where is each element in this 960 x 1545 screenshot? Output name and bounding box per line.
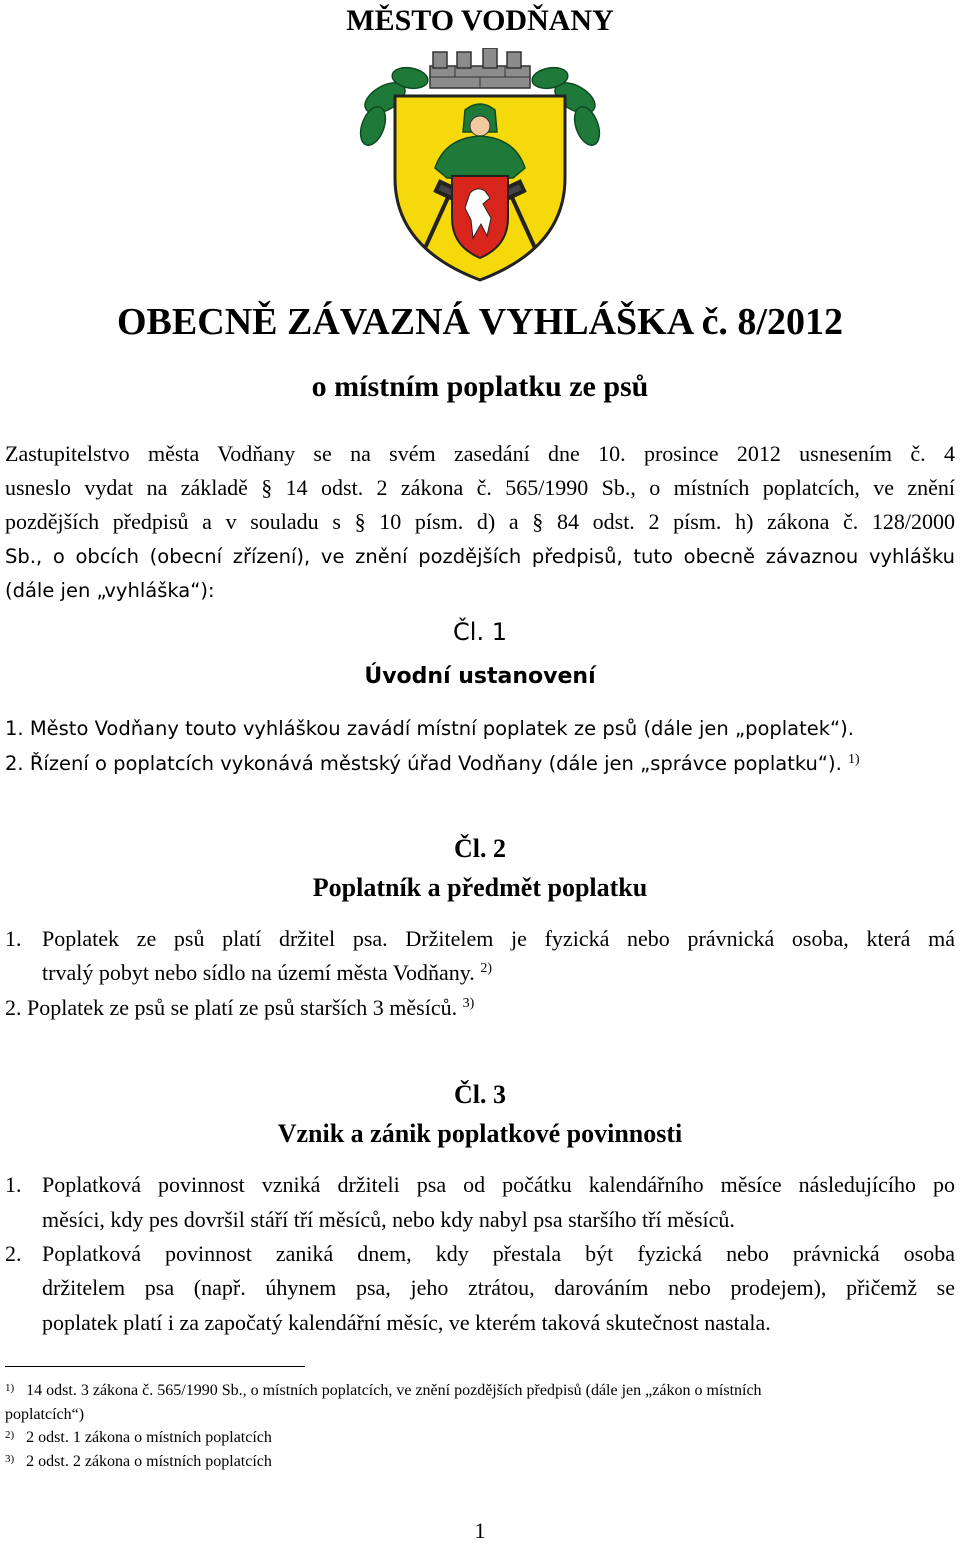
item-text-cont: trvalý pobyt nebo sídlo na území města Vodňany. (42, 960, 475, 985)
section-symbol: § (354, 509, 366, 534)
article-number: Čl. 2 (454, 834, 506, 863)
item-text: Poplatková povinnost vzniká držiteli psa od počátku kalendářního měsíce následujícího po (42, 1172, 955, 1197)
footnote-divider (5, 1366, 305, 1367)
item-text: Poplatek ze psů platí držitel psa. Držitelem je fyzická nebo právnická osoba, která má (42, 926, 955, 951)
coat-of-arms-emblem (355, 48, 605, 286)
list-item (5, 712, 955, 746)
footnote-ref: 2) (480, 961, 492, 976)
item-text: poplatek platí i za započatý kalendářní měsíc, ve kterém taková skutečnost nastala. (42, 1310, 771, 1335)
intro-line: Sb., o obcích (obecní zřízení), ve znění pozdějších předpisů, tuto obecně závaznou vyhlášku (5, 545, 955, 568)
item-number: 1. (5, 717, 24, 740)
footnote-cont: poplatcích“) (5, 1406, 85, 1423)
list-item (5, 991, 955, 1025)
item-text: Řízení o poplatcích vykonává městský úřad Vodňany (dále jen „správce poplatku“). (29, 752, 842, 775)
footnote-text: 2 odst. 2 zákona o místních poplatcích (26, 1453, 272, 1470)
item-text: Poplatek ze psů se platí ze psů starších 3 měsíců. (27, 995, 458, 1020)
page-number: 1 (474, 1518, 486, 1543)
footnote-mark: 1) (5, 1382, 15, 1394)
document-title: OBECNĚ ZÁVAZNÁ VYHLÁŠKA č. 8/2012 (117, 301, 843, 343)
article-heading: Úvodní ustanovení (364, 664, 596, 689)
item-number: 2. (5, 1241, 22, 1266)
footnote (5, 1427, 955, 1449)
item-number: 1. (5, 926, 22, 951)
item-text: Město Vodňany touto vyhláškou zavádí místní poplatek ze psů (dále jen „poplatek“). (29, 717, 854, 740)
intro-text: usneslo vydat na základě (5, 475, 248, 500)
section-symbol: § (261, 475, 273, 500)
footnote (5, 1451, 955, 1473)
article-number: Čl. 3 (454, 1080, 506, 1109)
footnote (5, 1380, 955, 1402)
document-subtitle: o místním poplatku ze psů (311, 370, 649, 403)
item-number: 2. (5, 752, 24, 775)
footnote-mark: 2) (5, 1429, 15, 1441)
item-text: Poplatková povinnost zaniká dnem, kdy přestala být fyzická nebo právnická osoba (42, 1241, 955, 1266)
article-heading: Poplatník a předmět poplatku (312, 873, 648, 902)
footnote-text: 14 odst. 3 zákona č. 565/1990 Sb., o místních poplatcích, ve znění pozdějších předpisů (dále jen „zákon o místních (26, 1382, 762, 1399)
intro-line: Zastupitelstvo města Vodňany se na svém zasedání dne 10. prosince 2012 usnesením č. 4 (5, 441, 955, 466)
article-heading: Vznik a zánik poplatkové povinnosti (277, 1119, 683, 1148)
item-text (42, 956, 955, 990)
intro-line: (dále jen „vyhláška“): (5, 579, 215, 602)
item-number: 1. (5, 1172, 22, 1197)
intro-line (5, 505, 955, 539)
footnote-ref: 3) (462, 996, 475, 1011)
intro-text: 14 odst. 2 zákona č. 565/1990 Sb., o místních poplatcích, ve znění (285, 475, 956, 500)
article-number: Čl. 1 (453, 618, 507, 646)
item-text: měsíci, kdy pes dovršil stáří tří měsíců, nebo kdy nabyl psa staršího tří měsíců. (42, 1207, 735, 1232)
section-symbol: § (532, 509, 544, 534)
list-item (5, 747, 955, 781)
footnote-ref: 1) (848, 752, 860, 767)
town-name: MĚSTO VODŇANY (346, 4, 614, 37)
item-text: držitelem psa (např. úhynem psa, jeho ztrátou, darováním nebo prodejem), přičemž se (42, 1275, 955, 1300)
item-number: 2. (5, 995, 22, 1020)
intro-text: 10 písm. d) a (379, 509, 519, 534)
footnote-mark: 3) (5, 1453, 15, 1465)
intro-text: 84 odst. 2 písm. h) zákona č. 128/2000 (556, 509, 956, 534)
intro-text: pozdějších předpisů a v souladu s (5, 509, 341, 534)
intro-line (5, 471, 955, 505)
footnote-text: 2 odst. 1 zákona o místních poplatcích (26, 1429, 272, 1446)
